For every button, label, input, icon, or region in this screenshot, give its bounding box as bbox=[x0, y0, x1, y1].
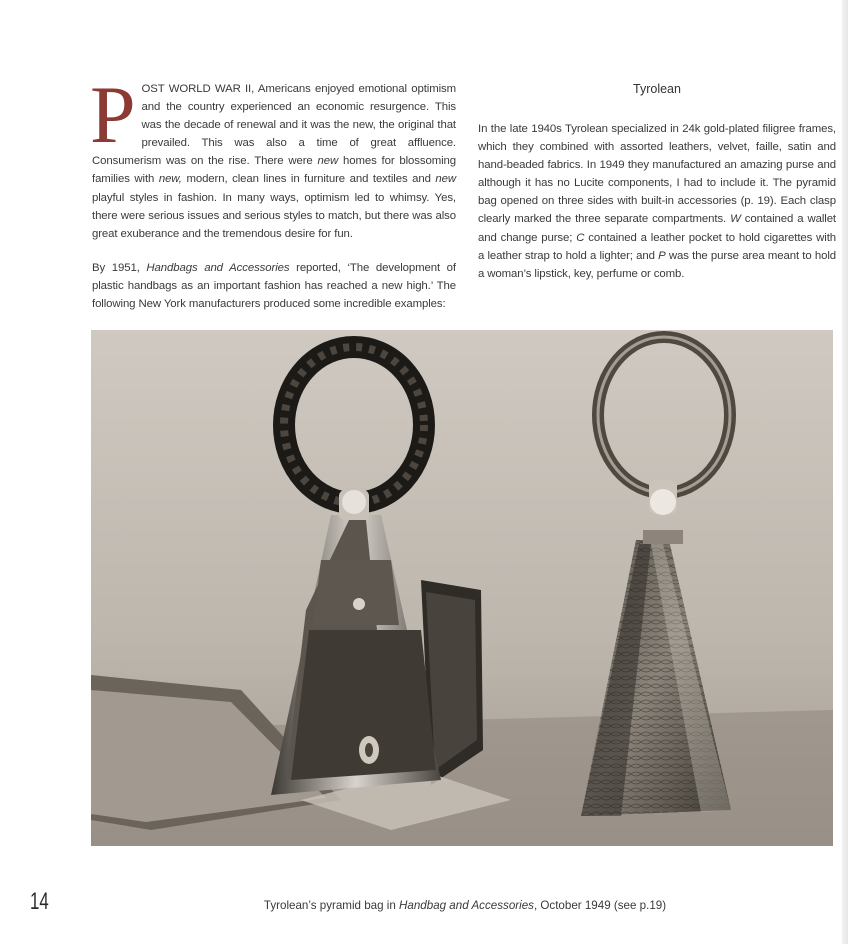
plastic-handbags-paragraph: By 1951, Handbags and Accessories reported, ‘The development of plastic handbags as an important fashion has reached a new high.’ The following New York manufacturers produced some incredible examples: bbox=[92, 261, 456, 311]
section-title: Tyrolean bbox=[633, 82, 681, 96]
pyramid-bag-illustration bbox=[91, 330, 833, 846]
pyramid-bag-photo bbox=[91, 330, 833, 846]
tyrolean-column bbox=[478, 80, 836, 283]
intro-column bbox=[90, 69, 456, 313]
page-number: 14 bbox=[30, 888, 49, 915]
intro-paragraph: POST WORLD WAR II, Americans enjoyed emotional optimism and the country experienced an economic resurgence. This was the decade of renewal and it was the new, the original that prevailed. This was also a time of great affluence. Consumerism was on the rise. There were new homes for blossoming families with new, modern, clean lines in furniture and textiles and new playful styles in fashion. In many ways, optimism led to whimsy. Yes, there were serious issues and serious styles to match, but there was also great exuberance and the tremendous desire for fun. bbox=[90, 69, 456, 240]
photo-caption: Tyrolean’s pyramid bag in Handbag and Accessories, October 1949 (see p.19) bbox=[263, 899, 667, 912]
page-edge bbox=[842, 0, 848, 944]
tyrolean-paragraph: In the late 1940s Tyrolean specialized in 24k gold-plated filigree frames, which they combined with assorted leathers, velvet, faille, satin and hand-beaded fabrics. In 1949 they manufactured an amazing purse and although it has no Lucite components, I had to include it. The pyramid bag opened on three sides with built-in accessories (p. 19). Each clasp clearly marked the three separate compartments. W contained a wallet and change purse; C contained a leather pocket to hold cigarettes with a leather strap to hold a lighter; and P was the purse area meant to hold a woman’s lipstick, key, perfume or comb. bbox=[478, 123, 836, 280]
drop-cap: P bbox=[90, 69, 136, 160]
